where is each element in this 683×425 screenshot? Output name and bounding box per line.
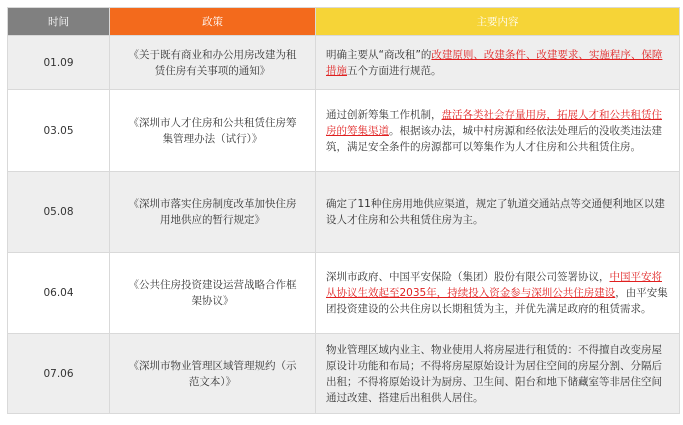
content-text: 通过创新筹集工作机制， <box>326 108 442 121</box>
content-text: ，由平安集团投资建设的公共住房以长期租赁为主，并优先满足政府的租赁需求。 <box>326 287 668 315</box>
header-time: 时间 <box>8 8 110 36</box>
row-content <box>316 36 680 90</box>
row-date: 03.05 <box>8 90 110 172</box>
row-date: 01.09 <box>8 36 110 90</box>
content-text: 五个方面进行规范。 <box>347 64 442 77</box>
content-highlight: 中国平安将从协议生效起至2035年，持续投入资金参与深圳公共住房建设 <box>326 271 662 299</box>
content-text: 确定了11种住房用地供应渠道，规定了轨道交通站点等交通便利地区以建设人才住房和公共租赁住房为主。 <box>326 198 665 226</box>
header-content: 主要内容 <box>316 8 680 36</box>
table-header-row <box>8 8 680 36</box>
table-row <box>8 334 680 414</box>
table-row <box>8 36 680 90</box>
content-text: 物业管理区域内业主、物业使用人将房屋进行租赁的：不得擅自改变房屋原设计功能和布局；不得将房屋原始设计为居住空间的房屋分割、分隔后出租；不得将原始设计为厨房、卫生间、阳台和地下储藏室等非居住空间通过改建、搭建后出租供人居住。 <box>326 343 662 404</box>
content-highlight: 盘活各类社会存量用房，拓展人才和公共租赁住房的筹集渠道 <box>326 108 662 137</box>
policy-table <box>7 7 680 414</box>
row-policy: 《关于既有商业和办公用房改建为租赁住房有关事项的通知》 <box>110 36 316 90</box>
row-content <box>316 90 680 172</box>
content-highlight: 改建原则、改建条件、改建要求、实施程序、保障措施 <box>326 48 663 77</box>
header-policy: 政策 <box>110 8 316 36</box>
row-policy: 《深圳市人才住房和公共租赁住房筹集管理办法（试行）》 <box>110 90 316 172</box>
row-policy: 《公共住房投资建设运营战略合作框架协议》 <box>110 253 316 334</box>
content-text: 深圳市政府、中国平安保险（集团）股份有限公司签署协议， <box>326 271 610 283</box>
row-policy: 《深圳市物业管理区域管理规约（示范文本）》 <box>110 334 316 414</box>
row-date: 05.08 <box>8 172 110 253</box>
table-row <box>8 253 680 334</box>
row-date: 07.06 <box>8 334 110 414</box>
row-content <box>316 172 680 253</box>
table-row <box>8 172 680 253</box>
table-row <box>8 90 680 172</box>
row-date: 06.04 <box>8 253 110 334</box>
row-policy: 《深圳市落实住房制度改革加快住房用地供应的暂行规定》 <box>110 172 316 253</box>
row-content <box>316 253 680 334</box>
content-text: 明确主要从“商改租”的 <box>326 48 432 61</box>
row-content <box>316 334 680 414</box>
content-text: 。根据该办法，城中村房源和经依法处理后的没收类违法建筑，满足安全条件的房源都可以筹集作为人才住房和公共租赁住房。 <box>326 124 662 153</box>
